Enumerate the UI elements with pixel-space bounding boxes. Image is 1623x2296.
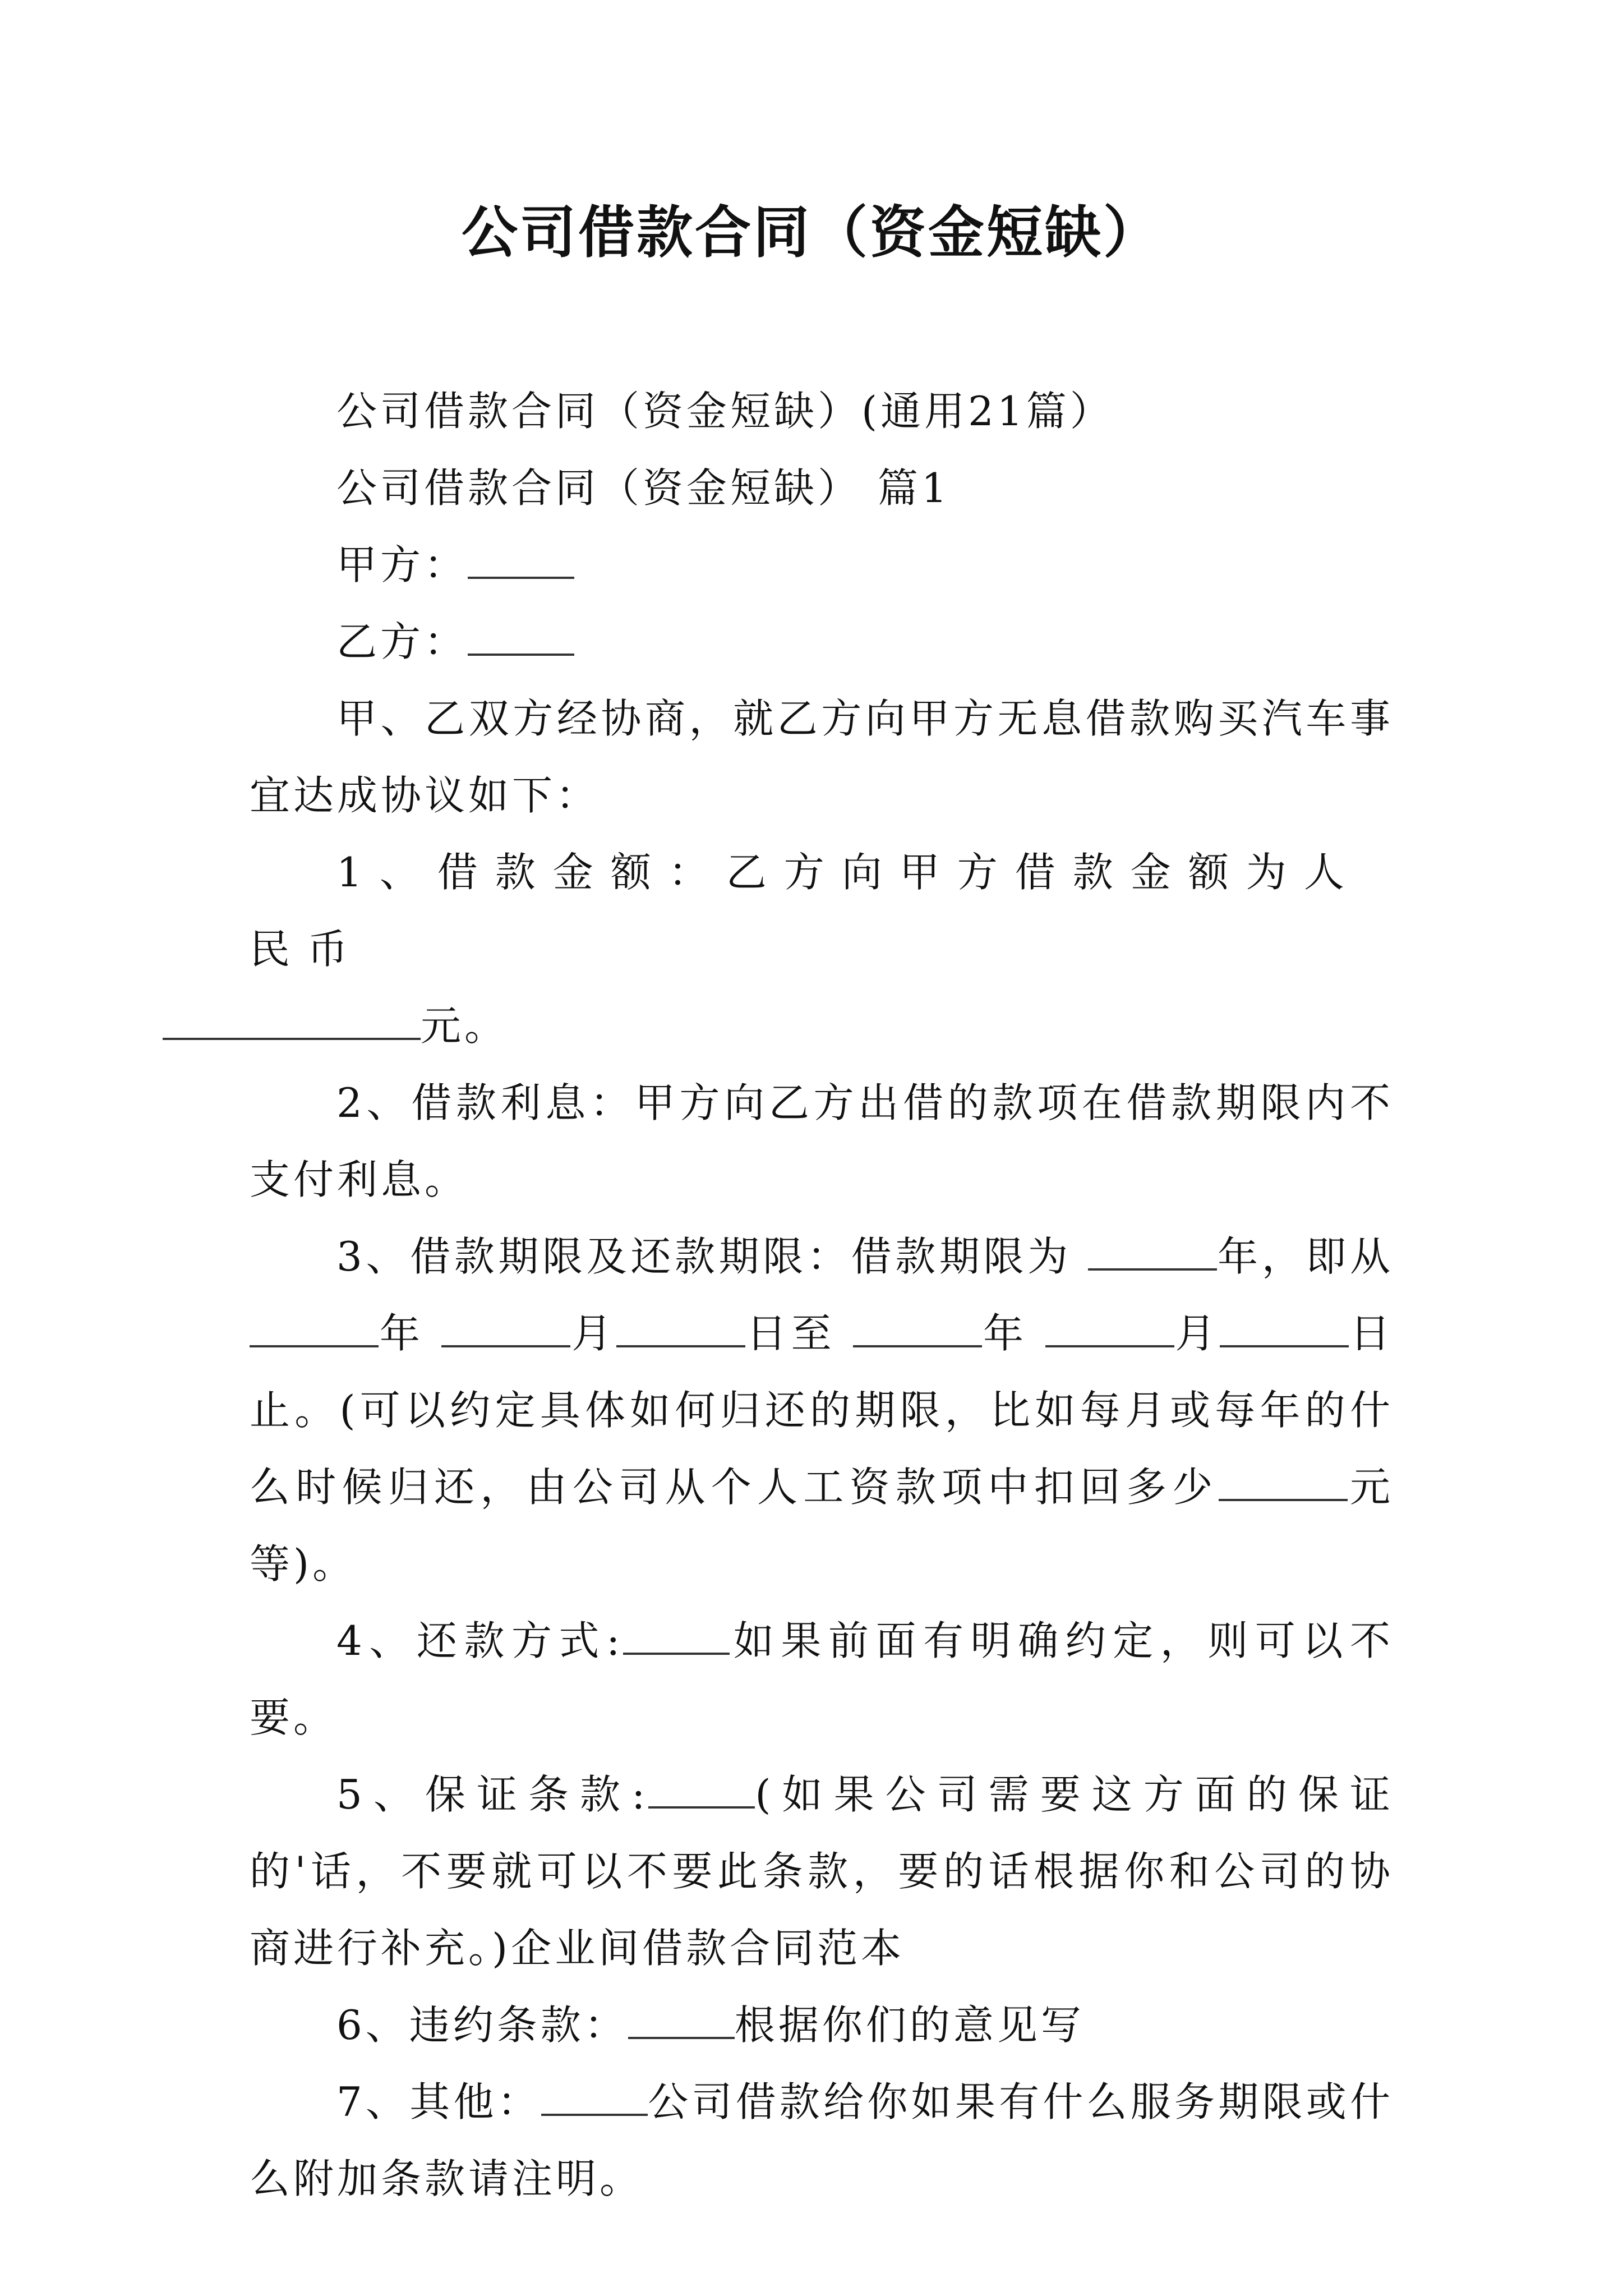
clause-7-label: 7、其他： [336,2078,541,2125]
paragraph-clause-2: 2、借款利息：甲方向乙方出借的款项在借款期限内不支付利息。 [250,1079,1394,1203]
clause-3-text-h: 日止。(可以约定具体如何归还的期限，比如每月或每年的什么时候归还，由公司从个人工资款项中扣回多少 [250,1310,1394,1511]
blank-line [1220,1307,1349,1347]
blank-line [853,1307,982,1347]
clause-3-text-b: 年，即从 [1217,1233,1394,1280]
blank-line [1219,1461,1348,1501]
clause-5-label: 5、保证条款: [336,1771,649,1818]
clause-6-label: 6、违约条款： [336,2001,628,2049]
paragraph-intro: 甲、乙双方经协商，就乙方向甲方无息借款购买汽车事宜达成协议如下： [250,695,1394,819]
blank-line [250,1307,379,1347]
blank-line [468,539,574,579]
paragraph-clause-5 [250,1756,1394,1987]
clause-1-tail: 元。 [421,1002,509,1050]
document-title: 公司借款合同（资金短缺） [462,200,1161,265]
party-b-label: 乙方： [336,618,468,665]
clause-3-text-e: 日至 [745,1310,854,1357]
clause-4-text: 如果前面有明确约定，则可以不要。 [250,1617,1394,1741]
blank-line [648,1768,755,1809]
clause-5-text: (如果公司需要这方面的保证的'话，不要就可以不要此条款，要的话根据你和公司的协商进行补充。)企业间借款合同范本 [250,1771,1394,1972]
clause-6-text: 根据你们的意见写 [734,2001,1085,2049]
paragraph-clause-7 [250,2064,1394,2217]
clause-3-text-g: 月 [1174,1310,1220,1357]
clause-3-text-c: 年 [379,1310,442,1357]
blank-line [616,1307,745,1347]
blank-line [468,615,574,656]
paragraph-party-b [250,604,1394,680]
blank-line [623,1614,730,1655]
clause-3-text-f: 年 [982,1310,1045,1357]
blank-line [1088,1230,1217,1271]
paragraph-clause-4 [250,1603,1394,1756]
paragraph-clause-3 [250,1218,1394,1603]
clause-3-text-d: 月 [570,1310,616,1357]
party-a-label: 甲方： [336,541,468,588]
blank-line [1045,1307,1174,1347]
clause-3-text-a: 3、借款期限及还款期限：借款期限为 [336,1233,1089,1280]
paragraph-section-heading: 公司借款合同（资金短缺） 篇1 [336,464,951,512]
paragraph-party-a [250,527,1394,604]
clause-1-text: 1、借款金额：乙方向甲方借款金额为人民币 [250,849,1362,973]
blank-line [541,2076,648,2116]
clause-4-label: 4、还款方式: [336,1617,624,1664]
paragraph-clause-1 [250,834,1394,1065]
document-body [250,373,1394,2217]
paragraph-subtitle: 公司借款合同（资金短缺）(通用21篇） [336,388,1114,435]
clause-7-text: 公司借款给你如果有什么服务期限或什么附加条款请注明。 [250,2078,1394,2202]
clause-3-text-i: 元等)。 [250,1464,1394,1588]
paragraph-clause-6 [250,1987,1394,2064]
blank-line [628,1999,735,2039]
blank-line [163,1000,421,1040]
blank-line [441,1307,570,1347]
